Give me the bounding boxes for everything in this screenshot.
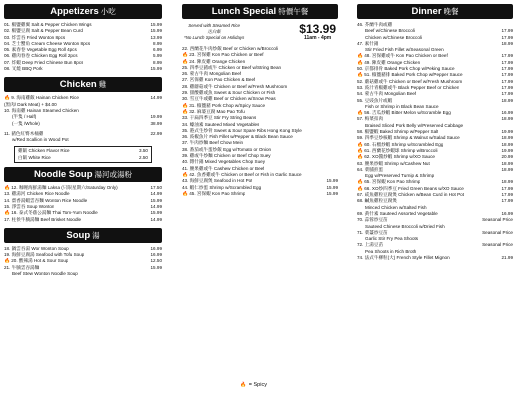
flame-icon: 🔥 <box>357 185 364 192</box>
rice-box <box>14 146 152 163</box>
item-label: (一隻 /Whole) <box>12 120 40 126</box>
item-label: Beef w/Chinese Broccoli <box>365 28 415 34</box>
menu-item-price: 18.99 <box>501 40 513 46</box>
menu-item-price: 17.99 <box>501 78 513 84</box>
menu-item-price: 15.99 <box>326 190 338 196</box>
item-label: 63. 腰果炒蝦 Shrimp w/Cashew Nut <box>357 160 430 166</box>
flame-icon: 🔥 <box>357 147 364 154</box>
spicy-legend: 🔥 = Spicy <box>240 382 267 388</box>
lunch-list <box>182 46 338 197</box>
item-label: Stir Fried Fish Fillet w/Seasonal Green <box>365 47 444 53</box>
item-label: 36. 豉椒魚片 Fish Fillet w/Pepper & Black Bean Sauce <box>182 134 293 140</box>
menu-item-name <box>357 255 450 261</box>
menu-item-price: 16.99 <box>501 110 513 116</box>
menu-item <box>357 255 513 261</box>
menu-item <box>4 271 162 277</box>
menu-item-name <box>12 137 69 143</box>
menu-item-price: 15.99 <box>150 28 162 34</box>
menu-item <box>18 155 148 161</box>
item-label: 21. 牛腩雲吞湯麵 <box>4 264 40 270</box>
item-label: 53. 豉汁青椒雞或牛 Black Pepper Beef or Chicken <box>357 84 460 90</box>
item-label: 06. 雞肉春卷 Chicken Egg Roll 2pcs <box>4 53 78 59</box>
menu-item-price: 17.99 <box>501 72 513 78</box>
menu-item-price: 18.99 <box>501 97 513 103</box>
flame-icon: 🔥 <box>182 171 189 178</box>
item-label: 30. 雪豆牛或雞 Beef or Chicken w/Snow Peas <box>182 96 276 102</box>
menu-item-price: 17.99 <box>501 192 513 198</box>
item-label: 39. 雞或牛炒麵 Chicken or Beef Chop Suey <box>182 153 271 159</box>
menu-item-price: 17.99 <box>501 28 513 34</box>
item-label: 49. 陳皮雞 Orange Chicken <box>364 59 421 65</box>
menu-item-price: 17.99 <box>501 66 513 72</box>
lunch-price: $13.99 <box>299 22 336 36</box>
item-label: 62. XO醬炒蝦 Shrimp w/XO Sauce <box>364 154 435 160</box>
menu-item-price: 6.99 <box>153 47 162 53</box>
soup-header: Soup 湯 <box>4 228 162 243</box>
menu-item-price: 8.99 <box>153 59 162 65</box>
item-label: Chicken w/Chinese Broccoli <box>365 34 422 40</box>
menu-item-price: 21.99 <box>501 254 513 260</box>
noodle-soup-header: Noodle Soup 湯河或湯粉 <box>4 167 162 182</box>
item-label: Beef Stew Wonton Noodle Soup <box>12 271 78 277</box>
dinner-list <box>357 22 513 261</box>
item-label: 72. 上湯豆苗 <box>357 242 384 248</box>
item-label: w/Red Scallion in Wood Pot <box>12 137 69 143</box>
item-label: 33. 干扁四季豆 Stir Fry String Beans <box>182 115 257 121</box>
item-label: 31. 椒鹽豬 Pork Chop w/Spicy Sauce <box>189 102 266 108</box>
item-label: 05. 素春卷 Vegetable Egg Roll 4pcs <box>4 47 77 53</box>
menu-item <box>4 66 162 72</box>
menu-item-price: 17.99 <box>501 34 513 40</box>
flame-icon: 🔥 <box>4 210 11 217</box>
item-label: Egg w/Preserved Turnip & Shrimp <box>365 173 435 179</box>
item-label: 白飯 White Rice <box>18 154 51 160</box>
flame-icon: 🔥 <box>357 141 364 148</box>
item-label: Sauteed Chinese Broccoli w/Dried Fish <box>365 223 445 229</box>
item-label: 23. 宮保雞 Kon Pao Chicken or Beef <box>189 52 264 58</box>
appetizers-header: Appetizers 小吃 <box>4 4 162 19</box>
item-label: 18. 鍋雲吞湯 Wor Wonton Soup <box>4 245 69 251</box>
item-label: 29. 甜酸雞或魚 Sweet & Sour Chicken or Fish <box>182 90 276 96</box>
item-label: 59. 四季豆炒核蝦 Shrimp & Walnut w/Salad Sauce <box>357 135 460 141</box>
menu-item-price: 15.99 <box>150 66 162 72</box>
item-label: 03. 炸雲吞 Fried Wonton 8pcs <box>4 34 66 40</box>
flame-icon: 🔥 <box>182 108 189 115</box>
flame-icon: 🔥 <box>357 59 364 66</box>
menu-item-price: 15.99 <box>326 184 338 190</box>
menu-item-price: 17.50 <box>150 185 162 191</box>
menu-item <box>182 191 338 197</box>
lunch-note: Served with Steamed Rice 送白飯 *No Lunch Special on Holidays <box>184 23 245 40</box>
item-label: 15. 淨雲吞 Soup Wonton <box>4 203 55 209</box>
noodle-soup-list <box>4 185 162 223</box>
menu-item-price: 14.99 <box>150 191 162 197</box>
item-label: 46. 芥蘭牛肉或雞 <box>357 22 393 27</box>
menu-item-price: 18.99 <box>501 141 513 147</box>
item-label: 13. 雞湯河 Chicken Rice Noodle <box>4 191 70 197</box>
item-label: 16. 泰式冬蔭公湯麵 Thai Tom-Yum Noodle <box>11 210 98 216</box>
menu-item-price: 19.99 <box>501 129 513 135</box>
item-label: 10. 海南雞 Hainan Steamed Chicken <box>4 107 79 113</box>
lunch-special-header: Lunch Special 特價午餐 <box>182 4 338 19</box>
item-label: 60. 石榴炒蝦 Shrimp w/Scrambled Egg <box>364 141 444 147</box>
item-label: 58. 椒鹽蝦 Baked Shrimp w/Pepper Salt <box>357 129 439 135</box>
right-column <box>357 4 513 261</box>
item-label: 01. 椒鹽雞翼 Salt & Pepper Chicken Wings <box>4 22 92 27</box>
item-label: 43. 海鮮豆腐煲 Seafood in Hot Pot <box>182 178 253 184</box>
menu-item-price: 16.99 <box>150 252 162 258</box>
left-column <box>4 4 162 277</box>
menu-item-name <box>12 121 40 127</box>
menu-item-name <box>18 155 51 161</box>
flame-icon: 🔥 <box>182 190 189 197</box>
menu-item-price: 14.99 <box>150 95 162 101</box>
menu-item-price: Seasonal Price <box>482 242 513 248</box>
flame-icon: 🔥 <box>357 110 364 117</box>
item-label: Pea Shoots in Rich Broth <box>365 248 417 254</box>
item-label: 61. 西蘭花炒蝦球 Shrimp w/Broccoli <box>364 147 438 153</box>
menu-item-price: 15.99 <box>150 264 162 270</box>
menu-item-price: 18.99 <box>501 135 513 141</box>
item-label: 25. 四季豆豬或牛 Chicken or Beef w/String Bean <box>182 64 282 70</box>
item-label: 17. 柱侯牛腩湯麵 Beef Brisket Noodle <box>4 216 82 222</box>
item-label: 41. 腰果雞或牛 Cashew Chicken or Beef <box>182 165 265 171</box>
item-label: 04. 芝士蟹角 Cream Cheese Wonton 8pcs <box>4 40 91 46</box>
item-label: 64. 菜脯煎蛋 <box>357 166 384 172</box>
menu-item-price: 17.99 <box>501 59 513 65</box>
item-label: 9. 海南雞飯 Hainan Chicken Rice <box>11 95 79 101</box>
appetizers-list <box>4 22 162 72</box>
menu-item-price: 17.99 <box>501 84 513 90</box>
menu-item-price: 22.99 <box>150 130 162 136</box>
item-label: 68. 鹹魚雞粒豆腐煲 <box>357 198 397 204</box>
dinner-header: Dinner 晚餐 <box>357 4 513 19</box>
item-label: (半隻 / Half) <box>12 114 37 120</box>
middle-column <box>182 4 338 197</box>
item-label: 44. 蝦仁炒蛋 Shrimp w/Scrambled Egg <box>182 184 262 190</box>
menu-item-price: 15.99 <box>150 22 162 27</box>
menu-item-price: 3.50 <box>139 148 148 154</box>
item-label: 26. 蒙古牛肉 Mongolian Beef <box>182 71 242 77</box>
menu-item-price: 2.50 <box>139 154 148 160</box>
item-label: Minced Chicken w/Salted Fish <box>365 204 427 210</box>
menu-item-price: 15.99 <box>326 178 338 184</box>
flame-icon: 🔥 <box>357 154 364 161</box>
item-label: 11. 豬色紅臀木桶雞 <box>4 130 44 136</box>
item-label: Fish or Shrimp in Black Bean Sauce <box>365 103 439 109</box>
soup-list <box>4 246 162 277</box>
item-label: 45. 宮保蝦 Kon Pao Shrimp <box>189 190 246 196</box>
item-label: 66. XO炒四季豆 Fried Green Beans w/XO Sauce <box>364 185 464 191</box>
item-label: 雞飯 Chicken Flavor Rice <box>18 148 70 154</box>
item-label: 47. 素什錦 <box>357 40 379 46</box>
menu-item-price: 12.50 <box>150 258 162 264</box>
flame-icon: 🔥 <box>182 58 189 65</box>
item-label: 37. 牛肉炒麵 Beef Chow Mein <box>182 140 244 146</box>
flame-icon: 🔥 <box>357 72 364 79</box>
item-label: 48. 宮保雞或牛 Kon Pao Chicken or Beef <box>364 53 448 59</box>
flame-icon: 🔥 <box>4 95 11 102</box>
lunch-hours: 11am - 4pm <box>304 35 332 41</box>
menu-item-name <box>4 66 43 72</box>
item-label: 51. 椒鹽豬排 Baked Pork Chop w/Pepper Sauce <box>364 72 463 78</box>
item-label: Braised Sliced Pork Belly w/Preserved Cabbage <box>365 122 464 128</box>
item-label: 08. 叉燒 BBQ Pork <box>4 66 43 72</box>
item-label: 32. 麻婆豆腐 Mao Pao Tofu <box>189 108 245 114</box>
flame-icon: 🔥 <box>4 258 11 265</box>
menu-item-price: 15.99 <box>150 197 162 203</box>
item-label: 69. 黃什素 Sauteed Assorted Vegetable <box>357 210 438 216</box>
menu-item-price: 18.99 <box>501 160 513 166</box>
menu-item-price: 5.99 <box>153 53 162 59</box>
menu-item-price: 17.99 <box>501 185 513 191</box>
item-label: Garlic Stir Fry Pea Shoots <box>365 236 419 242</box>
menu-item-price: 13.99 <box>150 34 162 40</box>
menu-item-price: 8.99 <box>153 40 162 46</box>
item-label: 02. 椒鹽豆腐 Salt & Pepper Bean Curd <box>4 28 83 34</box>
item-label: 12. 咖喱海鮮湯麵 Laksa (只限星期六/Saturday Only) <box>11 185 118 191</box>
item-label: 28. 雞蘑菇或牛 Chicken or Beef w/Fresh Mushroom <box>182 83 288 89</box>
flame-icon: 🔥 <box>182 52 189 59</box>
item-label: 22. 西蘭花牛肉炒飯 Beef or Chicken w/Broccoli <box>182 46 278 51</box>
flame-icon: 🔥 <box>4 185 11 192</box>
chicken-header: Chicken 雞 <box>4 77 162 92</box>
item-label: 74. 法式牛柳粒(大) French Style Fillet Mignon <box>357 254 450 260</box>
item-label: 24. 陳皮雞 Orange Chicken <box>189 58 246 64</box>
menu-item-price: 15.99 <box>150 210 162 216</box>
menu-item-name <box>182 191 245 197</box>
menu-item-name <box>4 217 81 223</box>
item-label: 50. 京都排骨 Baked Pork Chop w/Peking Sauce <box>357 66 455 72</box>
menu-item-price: Seasonal Price <box>482 229 513 235</box>
menu-item-price: 19.99 <box>501 147 513 153</box>
item-label: 35. 港式生炒骨 Sweet & Sour Spare Ribs Hong Kong Style <box>182 127 302 133</box>
item-label: 07. 炸蝦 Deep Fried Chinese Bun 8pcs <box>4 59 84 65</box>
menu-item-price: 19.99 <box>150 114 162 120</box>
item-label: 71. 菜薹炒豆苗 <box>357 229 388 235</box>
item-label: 34. 蠔油素 Sauteed Mixed Vegetables <box>182 121 260 127</box>
menu-item-price: 38.99 <box>150 120 162 126</box>
menu-item <box>4 137 162 143</box>
menu-item-price: 18.99 <box>501 166 513 172</box>
menu-item-price: 20.99 <box>501 154 513 160</box>
item-label: 38. 番茄或牛蛋炒飯 Egg w/Tomato or Onion <box>182 146 272 152</box>
menu-item-price: Seasonal Price <box>482 217 513 223</box>
item-label: 56. 吉瓜炒蝦 Bitter Melon w/Scramble Egg <box>364 110 451 116</box>
item-label: 57. 梅菜扣肉 <box>357 116 384 122</box>
menu-item-price: 17.99 <box>501 91 513 97</box>
item-label: 55. 豆豉魚片或蝦 <box>357 97 393 103</box>
flame-icon: 🔥 <box>357 53 364 60</box>
menu-item-price: 18.99 <box>501 179 513 185</box>
item-label: 27. 宮保雞 Kon Pao Chicken & Beef <box>182 77 256 83</box>
item-label: (黑肉/ Dark Meat) + $4.00 <box>4 101 57 107</box>
menu-item-name <box>12 271 78 277</box>
menu-item <box>4 217 162 223</box>
lunch-price-block <box>299 23 336 41</box>
menu-item-price: 14.99 <box>150 203 162 209</box>
flame-icon: 🔥 <box>240 382 247 388</box>
menu-item-price: 17.99 <box>501 53 513 59</box>
item-label: 40. 雜什錦 Mixed Vegetables Chop Suey <box>182 159 265 165</box>
item-label: 54. 蒙古牛肉 Mongolian Beef <box>357 91 417 97</box>
item-label: 52. 蘑菇雞或牛 Chicken or Beef w/Fresh Mushroom <box>357 78 463 84</box>
menu-item-price: 17.99 <box>501 198 513 204</box>
flame-icon: 🔥 <box>357 179 364 186</box>
menu-item-price: 16.99 <box>150 245 162 251</box>
chicken-list <box>4 95 162 143</box>
menu-item-price: 14.99 <box>150 216 162 222</box>
item-label: 65. 宮保蝦 Kon Pao Shrimp <box>364 179 421 185</box>
flame-icon: 🔥 <box>182 102 189 109</box>
menu-item-price: 18.99 <box>501 116 513 122</box>
item-label: 14. 齋香湯蝦雲吞麵 Wonton Rice Noodle <box>4 197 88 203</box>
lunch-info <box>184 23 336 41</box>
menu-item-price: 16.99 <box>501 210 513 216</box>
item-label: 20. 酸辣湯 Hot & Sour Soup <box>11 258 69 264</box>
item-label: 70. 蒜蓉炒豆苗 <box>357 217 388 223</box>
item-label: 67. 咸魚雞粒豆腐煲 Chicken w/Bean Curd in Hot Pot <box>357 192 464 198</box>
item-label: 42. 魚香雞或牛 Chicken or Beef or Fish in Garlic Sauce <box>189 171 302 177</box>
item-label: 19. 海鮮豆腐湯 Seafood with Tofu Soup <box>4 252 85 258</box>
